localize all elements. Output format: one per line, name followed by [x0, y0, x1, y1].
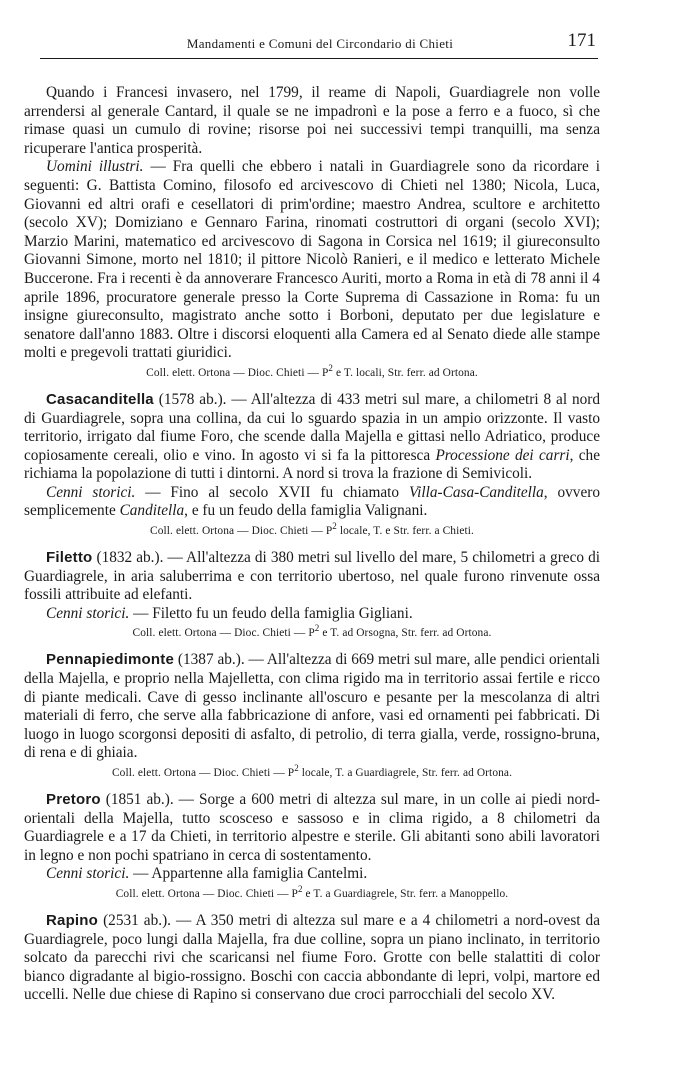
entry-rapino — [24, 912, 600, 1005]
entry-name: Pennapiedimonte — [46, 651, 175, 669]
entry-text: (1851 ab.). — Sorge a 600 metri di altezza sul mare, in un colle ai piedi nord-orientali della Majella, tutto scosceso e sassoso e in clima rigido, a 8 chilometri da Guardiagrele e a 17 da Chieti, in territorio alpestre e sterile. Gli abitanti sono abili lavoratori in legno e non pochi spatriano in cerca di sostentamento. — [24, 791, 600, 864]
cenni-text: — Fino al secolo XVII fu chiamato — [135, 483, 409, 501]
entry-text-italic: Processione dei carri — [435, 446, 570, 464]
page-body — [24, 84, 600, 1005]
note-text: Coll. elett. Ortona — Dioc. Chieti — P — [115, 887, 298, 900]
cenni-label: Cenni storici. — [46, 604, 130, 622]
admin-note — [24, 521, 600, 539]
note-text: Coll. elett. Ortona — Dioc. Chieti — P — [132, 627, 315, 640]
cenni-text: , e fu un feudo della famiglia Valignani. — [184, 502, 428, 520]
note-superscript: 2 — [297, 884, 303, 895]
entry-guardiagrele-continued — [24, 84, 600, 381]
entry-paragraph — [24, 651, 600, 763]
intro-paragraph: Quando i Francesi invasero, nel 1799, il reame di Napoli, Guardiagrele non volle arrendersi al generale Cantard, il quale se ne impadronì e la pose a ferro e a fuoco, sì che rimase quasi un cumulo di rovine; risorse poi nei successivi tempi tranquilli, ma senza ricuperare l'antica prosperità. — [24, 84, 600, 157]
note-text: e T. locali, Str. ferr. ad Ortona. — [333, 366, 478, 379]
entry-paragraph — [24, 391, 600, 484]
admin-note — [24, 763, 600, 781]
entry-text: (1578 ab.). — All'altezza di 433 metri sul mare, a chilometri 8 al nord di Guardiagrele, sopra una collina, da cui lo sguardo spazia in un ampio orizzonte. Il vasto territorio, irrigato dal fiume Foro, che scende dalla Majella e gittasi nello Adriatico, produce copiosamente cereali, olio e vino. In agosto vi si fa la pittoresca — [24, 390, 600, 464]
entry-pennapiedimonte — [24, 651, 600, 781]
cenni-paragraph — [24, 865, 600, 884]
header-title: Mandamenti e Comuni del Circondario di Chieti — [186, 36, 454, 51]
entry-name: Casacanditella — [46, 390, 154, 408]
illustri-label: Uomini illustri. — [46, 158, 144, 176]
entry-name: Rapino — [46, 911, 99, 929]
entry-text: (1387 ab.). — All'altezza di 669 metri sul mare, alle pendici orientali della Majella, e proprio nella Majelletta, con clima rigido ma in territorio assai fertile e ricco di piante medicali. Cave di gesso inclinante all'oscuro e pesante per la mescolanza di altri materiali di ferro, che serve alla fabbricazione di anfore, vasi ed ornamenti pei fabbricati. Di luogo in luogo scorgonsi depositi di asfalto, di petrolio, di terra gialla, verde, rossigno-bruna, di rena e di ghiaia. — [24, 651, 600, 762]
entry-pretoro — [24, 791, 600, 902]
illustri-paragraph — [24, 158, 600, 363]
note-text: locale, T. a Guardiagrele, Str. ferr. ad Ortona. — [298, 767, 513, 779]
illustri-text: — Fra quelli che ebbero i natali in Guardiagrele sono da ricordare i seguenti: G. Battista Comino, filosofo ed arcivescovo di Chieti nel 1380; Nicola, Luca, Giovanni ed altri orafi e cesellatori di prim'ordine; maestro Andrea, scultore e architetto (secolo XV); Domiziano e Gennaro Farina, rinomati costruttori di organi (secolo XVI); Marzio Marini, matematico ed arcivescovo di Sagona in Corsica nel 1619; il giureconsulto Giovanni Simone, morto nel 1810; il pittore Nicolò Ranieri, e il medico e letterato Michele Buccerone. Fra i recenti è da annoverare Francesco Auriti, morto a Roma in età di 78 anni il 4 aprile 1896, procuratore generale presso la Corte Suprema di Cassazione in Roma: fu un insigne giureconsulto, magistrato anche sotto i Borboni, deputato per due legislature e senatore dall'anno 1883. Oltre i discorsi eloquenti alla Camera ed al Senato diede alle stampe molti e pregevoli trattati giuridici. — [24, 158, 600, 362]
note-superscript: 2 — [332, 521, 337, 532]
entry-name: Filetto — [46, 549, 93, 567]
note-superscript: 2 — [314, 623, 320, 634]
note-superscript: 2 — [328, 363, 334, 374]
cenni-text: — Filetto fu un feudo della famiglia Gigliani. — [129, 604, 413, 622]
header-rule — [40, 58, 598, 59]
note-text: Coll. elett. Ortona — Dioc. Chieti — P — [111, 767, 295, 779]
cenni-paragraph — [24, 484, 600, 521]
cenni-text-italic: Villa-Casa-Canditella — [408, 483, 544, 501]
cenni-text: , ovvero semplicemente — [24, 483, 600, 520]
cenni-paragraph — [24, 605, 600, 624]
entry-text: (1832 ab.). — All'altezza di 380 metri sul livello del mare, 5 chilometri a greco di Guardiagrele, in aria saluberrima e con territorio ubertoso, nel quale furono rinvenute ossa fossili attribuite ad elefanti. — [24, 549, 600, 604]
entry-filetto — [24, 549, 600, 641]
cenni-text: — Appartenne alla famiglia Cantelmi. — [129, 865, 368, 883]
admin-note — [24, 884, 600, 902]
note-text: e T. ad Orsogna, Str. ferr. ad Ortona. — [319, 627, 492, 640]
note-text: Coll. elett. Ortona — Dioc. Chieti — P — [146, 366, 329, 379]
cenni-label: Cenni storici. — [46, 483, 136, 501]
note-text: Coll. elett. Ortona — Dioc. Chieti — P — [150, 525, 333, 538]
entry-name: Pretoro — [46, 791, 101, 808]
page-number: 171 — [567, 30, 596, 51]
entry-text: (2531 ab.). — A 350 metri di altezza sul mare e a 4 chilometri a nord-ovest da Guardiagrele, poco lungi dalla Majella, fra due colline, sopra un piano inclinato, in territorio solcato da parecchi rivi che scaricansi nel fiume Foro. Grotte con belle stalattiti di color bianco digradante al bigio-rossigno. Boschi con caccia abbondante di lepri, volpi, martore ed uccelli. Nelle due chiese di Rapino si conservano due croci parrocchiali del secolo XV. — [24, 911, 600, 1004]
cenni-text-italic: Canditella — [119, 502, 185, 520]
admin-note — [24, 623, 600, 641]
note-text: locale, T. e Str. ferr. a Chieti. — [336, 525, 474, 538]
entry-paragraph — [24, 549, 600, 605]
note-text: e T. a Guardiagrele, Str. ferr. a Manoppello. — [302, 887, 509, 900]
note-superscript: 2 — [294, 763, 299, 774]
running-header — [20, 30, 700, 58]
admin-note — [24, 363, 600, 381]
cenni-label: Cenni storici. — [46, 865, 130, 883]
entry-text: , che richiama la popolazione di tutti i dintorni. A nord si trova la frazione di Semivicoli. — [24, 446, 600, 483]
entry-casacanditella — [24, 391, 600, 539]
entry-paragraph — [24, 912, 600, 1005]
entry-paragraph — [24, 791, 600, 865]
